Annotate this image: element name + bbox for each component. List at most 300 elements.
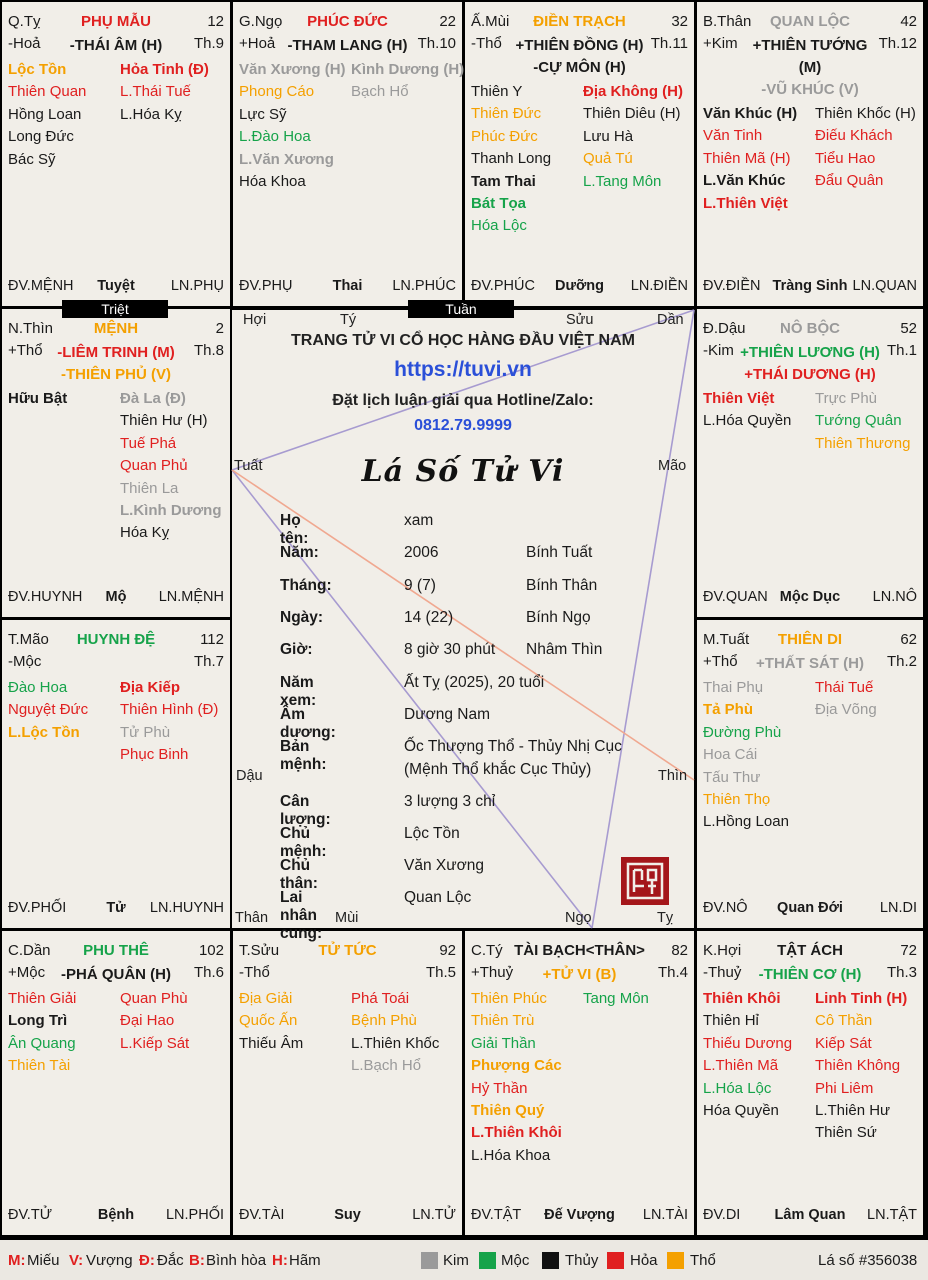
palace-age: 82 bbox=[671, 942, 688, 959]
palace-ty[interactable] bbox=[2, 2, 230, 306]
main-star-2: -THIÊN PHỦ (V) bbox=[61, 366, 171, 383]
star-item: Quả Tú bbox=[583, 150, 633, 168]
legend-brightness-h: H: bbox=[272, 1252, 288, 1269]
life-stage: Đế Vượng bbox=[544, 1207, 615, 1223]
annual-palace: LN.HUYNH bbox=[149, 900, 224, 916]
star-item: L.Hóa Kỵ bbox=[120, 105, 182, 123]
star-item: Thiếu Dương bbox=[703, 1034, 793, 1052]
info-label: Cân lượng: bbox=[280, 793, 331, 828]
palace-footer bbox=[8, 278, 224, 298]
decade-palace: ĐV.TỬ bbox=[8, 1207, 53, 1223]
info-can-chi: Bính Tuất bbox=[526, 544, 593, 561]
decade-palace: ĐV.TẬT bbox=[471, 1207, 522, 1223]
booking-note: Đặt lịch luận giải qua Hotline/Zalo: bbox=[332, 392, 594, 409]
palace-age: 62 bbox=[900, 631, 917, 648]
palace-age: 102 bbox=[198, 942, 224, 959]
star-item: Văn Khúc (H) bbox=[703, 105, 798, 122]
palace-mao[interactable] bbox=[2, 620, 230, 928]
star-item: Hoa Cái bbox=[703, 746, 758, 764]
star-item: Thiên Y bbox=[471, 83, 523, 100]
info-value: 9 (7) bbox=[404, 577, 436, 594]
palace-element: -Thổ bbox=[471, 35, 502, 52]
info-label: Tháng: bbox=[280, 577, 332, 594]
branch-label-thin: Thìn bbox=[658, 768, 688, 784]
palace-element: -Thổ bbox=[239, 964, 270, 981]
info-label: Chủ mệnh: bbox=[280, 825, 327, 860]
palace-name: PHÚC ĐỨC bbox=[307, 13, 388, 30]
star-item: Lực Sỹ bbox=[239, 105, 287, 123]
legend-element-kim: Kim bbox=[443, 1252, 469, 1269]
palace-element: +Mộc bbox=[8, 964, 46, 981]
palace-dan[interactable] bbox=[2, 931, 230, 1235]
star-item: L.Hóa Quyền bbox=[703, 412, 792, 430]
star-item: Đường Phù bbox=[703, 723, 782, 741]
info-label: Giờ: bbox=[280, 641, 313, 658]
star-column-c2 bbox=[583, 81, 683, 193]
life-stage: Bệnh bbox=[97, 1207, 135, 1223]
palace-month: Th.1 bbox=[886, 342, 917, 359]
legend-element-tho: Thổ bbox=[690, 1252, 716, 1269]
star-item: Thiên Trù bbox=[471, 1012, 535, 1030]
star-column-c1 bbox=[471, 988, 562, 1167]
star-item: Tiểu Hao bbox=[815, 149, 876, 167]
star-item: L.Thiên Mã bbox=[703, 1057, 779, 1075]
info-value-note: (Mệnh Thổ khắc Cục Thủy) bbox=[404, 761, 592, 778]
star-item: Tướng Quân bbox=[815, 412, 902, 430]
legend-brightness-v: V: bbox=[69, 1252, 84, 1269]
star-item: Đào Hoa bbox=[8, 679, 68, 696]
palace-stem-branch: Đ.Dậu bbox=[703, 320, 746, 337]
star-item: Thiên Hình (Đ) bbox=[120, 701, 219, 719]
info-label: Bản mệnh: bbox=[280, 738, 327, 773]
life-stage: Dưỡng bbox=[555, 278, 604, 294]
main-star: +TỬ VI (B) bbox=[542, 966, 617, 983]
annual-palace: LN.TÀI bbox=[642, 1207, 688, 1223]
star-item: Bát Tọa bbox=[471, 194, 527, 212]
star-item: Thiên Hư (H) bbox=[120, 412, 208, 430]
star-item: L.Hóa Lộc bbox=[703, 1079, 772, 1097]
star-column-c2 bbox=[815, 388, 911, 455]
star-item: Bạch Hổ bbox=[351, 83, 409, 101]
palace-name: QUAN LỘC bbox=[770, 13, 850, 30]
legend-swatch-kim bbox=[421, 1252, 438, 1269]
decade-palace: ĐV.DI bbox=[703, 1207, 741, 1223]
life-stage: Mộ bbox=[105, 589, 127, 605]
star-item: L.Văn Khúc bbox=[703, 172, 786, 190]
palace-name: ĐIỀN TRẠCH bbox=[533, 13, 626, 30]
star-item: L.Lộc Tồn bbox=[8, 723, 80, 741]
star-item: Thái Tuế bbox=[815, 679, 874, 696]
branch-label-than: Thân bbox=[235, 910, 269, 926]
palace-hoi[interactable] bbox=[697, 931, 923, 1235]
star-item: Hóa Lộc bbox=[471, 217, 527, 235]
annual-palace: LN.PHỤ bbox=[170, 278, 224, 294]
legend-brightness-b_t: Bình hòa bbox=[206, 1252, 267, 1269]
annual-palace: LN.NÔ bbox=[872, 589, 917, 605]
palace-month: Th.6 bbox=[193, 964, 224, 981]
palace-element: +Thuỷ bbox=[471, 964, 514, 981]
life-stage: Lâm Quan bbox=[774, 1207, 846, 1223]
palace-stem-branch: Q.Tỵ bbox=[8, 13, 41, 30]
palace-stem-branch: Ấ.Mùi bbox=[471, 13, 510, 30]
main-star-2: (M) bbox=[798, 59, 822, 76]
tuvi-seal-logo bbox=[620, 856, 670, 906]
palace-name: TÀI BẠCH<THÂN> bbox=[514, 942, 645, 959]
star-item: Văn Xương (H) bbox=[239, 61, 346, 78]
star-column-c1 bbox=[239, 59, 346, 193]
palace-footer bbox=[8, 589, 224, 609]
legend-swatch-tho bbox=[667, 1252, 684, 1269]
palace-month: Th.4 bbox=[657, 964, 688, 981]
branch-label-tuat: Tuất bbox=[234, 458, 263, 474]
legend-element-hoa: Hỏa bbox=[630, 1252, 658, 1269]
palace-stem-branch: C.Dần bbox=[8, 942, 51, 959]
palace-age: 22 bbox=[439, 13, 456, 30]
branch-label-hoi: Hợi bbox=[243, 312, 267, 328]
decade-palace: ĐV.NÔ bbox=[703, 900, 748, 916]
legend-brightness-b: B: bbox=[189, 1252, 205, 1269]
star-column-c1 bbox=[8, 388, 67, 410]
star-item: Địa Võng bbox=[815, 701, 877, 719]
star-item: Hồng Loan bbox=[8, 105, 82, 123]
palace-ti[interactable] bbox=[465, 931, 694, 1235]
branch-label-mao: Mão bbox=[658, 458, 687, 474]
palace-name: NÔ BỘC bbox=[780, 320, 840, 337]
star-item: Long Trì bbox=[8, 1012, 68, 1030]
star-column-c1 bbox=[703, 677, 789, 834]
star-item: Trực Phù bbox=[815, 390, 877, 407]
palace-header bbox=[8, 13, 224, 35]
main-star: +THIÊN LƯƠNG (H) bbox=[740, 344, 880, 361]
palace-stem-branch: N.Thìn bbox=[8, 320, 54, 337]
star-item: Quan Phù bbox=[120, 990, 188, 1007]
palace-header bbox=[703, 13, 917, 35]
star-item: L.Thiên Việt bbox=[703, 194, 788, 212]
star-column-c2 bbox=[120, 677, 218, 767]
palace-name: THIÊN DI bbox=[777, 631, 843, 648]
chart-title: Lá Số Tử Vi bbox=[361, 454, 565, 489]
info-value: Lộc Tồn bbox=[404, 825, 460, 842]
star-item: L.Thiên Khốc bbox=[351, 1034, 440, 1052]
star-column-c2 bbox=[120, 59, 209, 126]
star-item: Kình Dương (H) bbox=[351, 61, 465, 78]
main-stars bbox=[471, 964, 688, 986]
star-item: Hỏa Tinh (Đ) bbox=[120, 61, 209, 78]
annual-palace: LN.PHÚC bbox=[392, 278, 456, 294]
star-item: Văn Tinh bbox=[703, 127, 763, 145]
palace-thin[interactable] bbox=[2, 309, 230, 617]
palace-month: Th.3 bbox=[886, 964, 917, 981]
star-item: Hỷ Thần bbox=[471, 1079, 528, 1097]
star-item: Bác Sỹ bbox=[8, 150, 56, 168]
star-item: Ân Quang bbox=[8, 1034, 76, 1052]
star-item: L.Tang Môn bbox=[583, 172, 662, 190]
annual-palace: LN.DI bbox=[879, 900, 917, 916]
palace-mui[interactable] bbox=[465, 2, 694, 306]
palace-month: Th.11 bbox=[650, 35, 688, 52]
star-item: Đại Hao bbox=[120, 1012, 175, 1030]
star-item: Bệnh Phù bbox=[351, 1012, 417, 1030]
decade-palace: ĐV.TÀI bbox=[239, 1207, 285, 1223]
star-item: Hóa Quyền bbox=[703, 1101, 779, 1119]
branch-label-dan: Dần bbox=[657, 312, 684, 328]
star-item: Đà La (Đ) bbox=[120, 390, 186, 407]
life-stage: Tử bbox=[106, 900, 126, 916]
palace-header bbox=[703, 320, 917, 342]
palace-month: Th.2 bbox=[886, 653, 917, 670]
annual-palace: LN.QUAN bbox=[852, 278, 917, 294]
legend-element-moc: Mộc bbox=[501, 1252, 530, 1269]
palace-stem-branch: G.Ngọ bbox=[239, 13, 283, 30]
main-stars bbox=[8, 964, 224, 986]
star-item: Địa Không (H) bbox=[583, 83, 683, 100]
palace-stem-branch: C.Tý bbox=[471, 942, 503, 959]
site-url-link[interactable]: https://tuvi.vn bbox=[394, 358, 532, 381]
palace-footer bbox=[703, 1207, 917, 1227]
palace-element: -Hoả bbox=[8, 35, 41, 52]
branch-label-dau: Dậu bbox=[236, 768, 263, 784]
legend-swatch-moc bbox=[479, 1252, 496, 1269]
star-item: Thiên Không bbox=[815, 1057, 901, 1075]
main-star: -LIÊM TRINH (M) bbox=[57, 344, 175, 361]
palace-age: 72 bbox=[900, 942, 917, 959]
star-item: Thiên Mã (H) bbox=[703, 149, 791, 167]
main-stars bbox=[703, 964, 917, 986]
main-stars bbox=[703, 342, 917, 386]
star-item: Thiên Thương bbox=[815, 434, 911, 452]
star-item: Thiên Thọ bbox=[703, 790, 771, 808]
legend-bar bbox=[0, 1240, 928, 1280]
star-item: L.Bạch Hổ bbox=[351, 1057, 422, 1075]
star-column-c2 bbox=[583, 988, 649, 1010]
star-column-c1 bbox=[8, 677, 88, 744]
palace-name: TỬ TỨC bbox=[318, 942, 377, 959]
star-item: L.Hóa Khoa bbox=[471, 1146, 551, 1164]
palace-age: 42 bbox=[900, 13, 917, 30]
star-item: Thai Phụ bbox=[703, 679, 764, 696]
star-item: Thiên Quý bbox=[471, 1101, 545, 1119]
star-item: Linh Tinh (H) bbox=[815, 990, 908, 1007]
star-item: Địa Kiếp bbox=[120, 679, 181, 696]
info-value: 8 giờ 30 phút bbox=[404, 641, 496, 658]
palace-than[interactable] bbox=[697, 2, 923, 306]
star-item: Phượng Các bbox=[471, 1057, 562, 1075]
palace-element: +Hoả bbox=[239, 35, 276, 52]
info-label: Họ tên: bbox=[280, 512, 309, 547]
star-item: L.Hồng Loan bbox=[703, 813, 789, 831]
star-column-c2 bbox=[815, 677, 877, 722]
star-item: Hóa Kỵ bbox=[120, 524, 170, 542]
life-stage: Thai bbox=[332, 278, 363, 294]
palace-header bbox=[239, 942, 456, 964]
decade-palace: ĐV.ĐIỀN bbox=[703, 278, 761, 294]
annual-palace: LN.TỬ bbox=[412, 1207, 456, 1223]
palace-month: Th.7 bbox=[193, 653, 224, 670]
star-item: Thiên Khôi bbox=[703, 990, 781, 1007]
main-stars bbox=[703, 653, 917, 675]
star-item: Thiếu Âm bbox=[239, 1034, 304, 1052]
star-item: Phong Cáo bbox=[239, 83, 315, 101]
palace-ngo[interactable] bbox=[233, 2, 465, 306]
star-column-c1 bbox=[703, 388, 791, 433]
info-can-chi: Bính Ngọ bbox=[526, 609, 591, 626]
star-item: Thiên Khốc (H) bbox=[815, 105, 916, 122]
info-label: Lai nhân cung: bbox=[280, 889, 323, 942]
palace-tuat[interactable] bbox=[697, 620, 923, 928]
star-item: Phúc Đức bbox=[471, 127, 538, 145]
info-value: xam bbox=[404, 512, 434, 529]
palace-name: PHỤ MẪU bbox=[81, 13, 151, 30]
legend-brightness-m_t: Miếu bbox=[27, 1252, 60, 1269]
palace-footer bbox=[8, 1207, 224, 1227]
annual-palace: LN.ĐIỀN bbox=[630, 278, 688, 294]
star-item: Quốc Ấn bbox=[239, 1012, 298, 1030]
decade-palace: ĐV.QUAN bbox=[703, 589, 768, 605]
star-item: L.Thiên Khôi bbox=[471, 1124, 562, 1142]
palace-name: HUYNH ĐỆ bbox=[76, 631, 156, 648]
info-value: 14 (22) bbox=[404, 609, 454, 626]
palace-name: MỆNH bbox=[93, 320, 139, 337]
star-item: Thiên Quan bbox=[8, 83, 87, 101]
main-star-2: -CỰ MÔN (H) bbox=[533, 59, 626, 76]
star-item: Quan Phủ bbox=[120, 457, 188, 475]
palace-dau[interactable] bbox=[697, 309, 923, 617]
star-item: Hữu Bật bbox=[8, 390, 68, 407]
palace-element: +Thổ bbox=[8, 342, 43, 359]
palace-stem-branch: T.Mão bbox=[8, 631, 49, 648]
star-item: Thiên Diêu (H) bbox=[583, 105, 681, 123]
star-item: Long Đức bbox=[8, 128, 74, 146]
star-item: L.Thái Tuế bbox=[120, 83, 191, 101]
main-star: -THAM LANG (H) bbox=[287, 37, 408, 54]
main-star: +THIÊN ĐỒNG (H) bbox=[515, 37, 644, 54]
star-column-c1 bbox=[471, 81, 551, 238]
info-label: Chủ thân: bbox=[280, 857, 318, 892]
palace-header bbox=[471, 942, 688, 964]
palace-header bbox=[703, 631, 917, 653]
life-stage: Mộc Dục bbox=[779, 589, 841, 605]
main-star-3: -VŨ KHÚC (V) bbox=[761, 81, 859, 98]
life-stage: Quan Đới bbox=[777, 900, 843, 916]
palace-element: -Thuỷ bbox=[703, 964, 742, 981]
palace-header bbox=[471, 13, 688, 35]
palace-age: 12 bbox=[207, 13, 224, 30]
star-column-c1 bbox=[8, 988, 76, 1078]
star-column-c2 bbox=[815, 988, 907, 1145]
main-star-2: +THÁI DƯƠNG (H) bbox=[744, 366, 876, 383]
palace-element: -Kim bbox=[703, 342, 734, 359]
palace-stem-branch: T.Sửu bbox=[239, 942, 280, 959]
info-can-chi: Nhâm Thìn bbox=[526, 641, 603, 658]
palace-age: 92 bbox=[439, 942, 456, 959]
star-item: Tam Thai bbox=[471, 172, 536, 190]
palace-month: Th.5 bbox=[425, 964, 456, 981]
star-item: Phá Toái bbox=[351, 990, 410, 1007]
main-star: -PHÁ QUÂN (H) bbox=[61, 966, 171, 983]
info-value: Văn Xương bbox=[404, 857, 485, 874]
star-item: Tấu Thư bbox=[703, 768, 761, 786]
legend-element-thuy: Thủy bbox=[565, 1252, 599, 1269]
palace-footer bbox=[239, 1207, 456, 1227]
triet-marker: Triệt bbox=[62, 300, 168, 318]
palace-element: +Kim bbox=[703, 35, 738, 52]
palace-stem-branch: B.Thân bbox=[703, 13, 752, 30]
legend-swatch-hoa bbox=[607, 1252, 624, 1269]
star-item: Cô Thần bbox=[815, 1012, 873, 1030]
star-item: Thiên Phúc bbox=[471, 990, 547, 1007]
palace-suu[interactable] bbox=[233, 931, 462, 1235]
info-value: Quan Lộc bbox=[404, 889, 472, 906]
palace-footer bbox=[471, 1207, 688, 1227]
palace-footer bbox=[703, 278, 917, 298]
palace-footer bbox=[703, 589, 917, 609]
hotline-number[interactable]: 0812.79.9999 bbox=[414, 417, 512, 434]
star-item: Thiên Sứ bbox=[815, 1124, 877, 1142]
palace-stem-branch: K.Hợi bbox=[703, 942, 742, 959]
star-column-c1 bbox=[239, 988, 303, 1055]
star-item: Lộc Tồn bbox=[8, 61, 67, 78]
palace-footer bbox=[8, 900, 224, 920]
info-value: 2006 bbox=[404, 544, 439, 561]
star-item: L.Kình Dương bbox=[120, 501, 222, 519]
palace-month: Th.8 bbox=[193, 342, 224, 359]
palace-stem-branch: M.Tuất bbox=[703, 631, 750, 648]
star-column-c1 bbox=[703, 988, 792, 1122]
decade-palace: ĐV.PHÚC bbox=[471, 278, 535, 294]
star-item: Đẩu Quân bbox=[815, 172, 884, 190]
star-item: L.Văn Xương bbox=[239, 150, 334, 168]
palace-month: Th.12 bbox=[878, 35, 917, 52]
chart-center-panel bbox=[232, 310, 694, 942]
palace-name: TẬT ÁCH bbox=[777, 942, 843, 959]
star-item: Thanh Long bbox=[471, 150, 552, 168]
info-value: Ất Tỵ (2025), 20 tuổi bbox=[404, 674, 545, 691]
star-item: Hóa Khoa bbox=[239, 172, 306, 190]
info-value: Ốc Thượng Thổ - Thủy Nhị Cục bbox=[404, 738, 622, 755]
main-star: +THIÊN TƯỚNG bbox=[752, 37, 868, 54]
branch-label-mui: Mùi bbox=[335, 910, 359, 926]
star-column-c1 bbox=[8, 59, 86, 171]
chart-code: Lá số #356038 bbox=[818, 1252, 918, 1269]
palace-name: PHU THÊ bbox=[83, 942, 149, 959]
star-item: Tang Môn bbox=[583, 990, 649, 1007]
life-stage: Tuyệt bbox=[97, 278, 135, 294]
star-column-c2 bbox=[815, 103, 916, 193]
palace-age: 2 bbox=[215, 320, 224, 337]
palace-element: +Thổ bbox=[703, 653, 738, 670]
star-item: Kiếp Sát bbox=[815, 1034, 872, 1052]
site-title: TRANG TỬ VI CỔ HỌC HÀNG ĐẦU VIỆT NAM bbox=[291, 332, 635, 349]
info-label: Âm dương: bbox=[280, 706, 336, 741]
legend-brightness-d_t: Đắc bbox=[157, 1252, 184, 1269]
life-stage: Tràng Sinh bbox=[772, 278, 848, 294]
star-item: L.Đào Hoa bbox=[239, 128, 311, 146]
star-item: L.Thiên Hư bbox=[815, 1101, 891, 1119]
star-item: Thiên La bbox=[120, 479, 179, 497]
info-value: Dương Nam bbox=[404, 706, 491, 723]
info-label: Năm: bbox=[280, 544, 319, 561]
star-item: Thiên Việt bbox=[703, 390, 775, 407]
star-item: Thiên Giải bbox=[8, 990, 77, 1007]
main-star: +THẤT SÁT (H) bbox=[756, 655, 864, 672]
legend-brightness-d: Đ: bbox=[139, 1252, 155, 1269]
palace-footer bbox=[239, 278, 456, 298]
palace-header bbox=[703, 942, 917, 964]
palace-month: Th.9 bbox=[193, 35, 224, 52]
decade-palace: ĐV.PHỤ bbox=[239, 278, 293, 294]
annual-palace: LN.PHỐI bbox=[165, 1207, 224, 1223]
star-item: Thiên Tài bbox=[8, 1057, 71, 1075]
